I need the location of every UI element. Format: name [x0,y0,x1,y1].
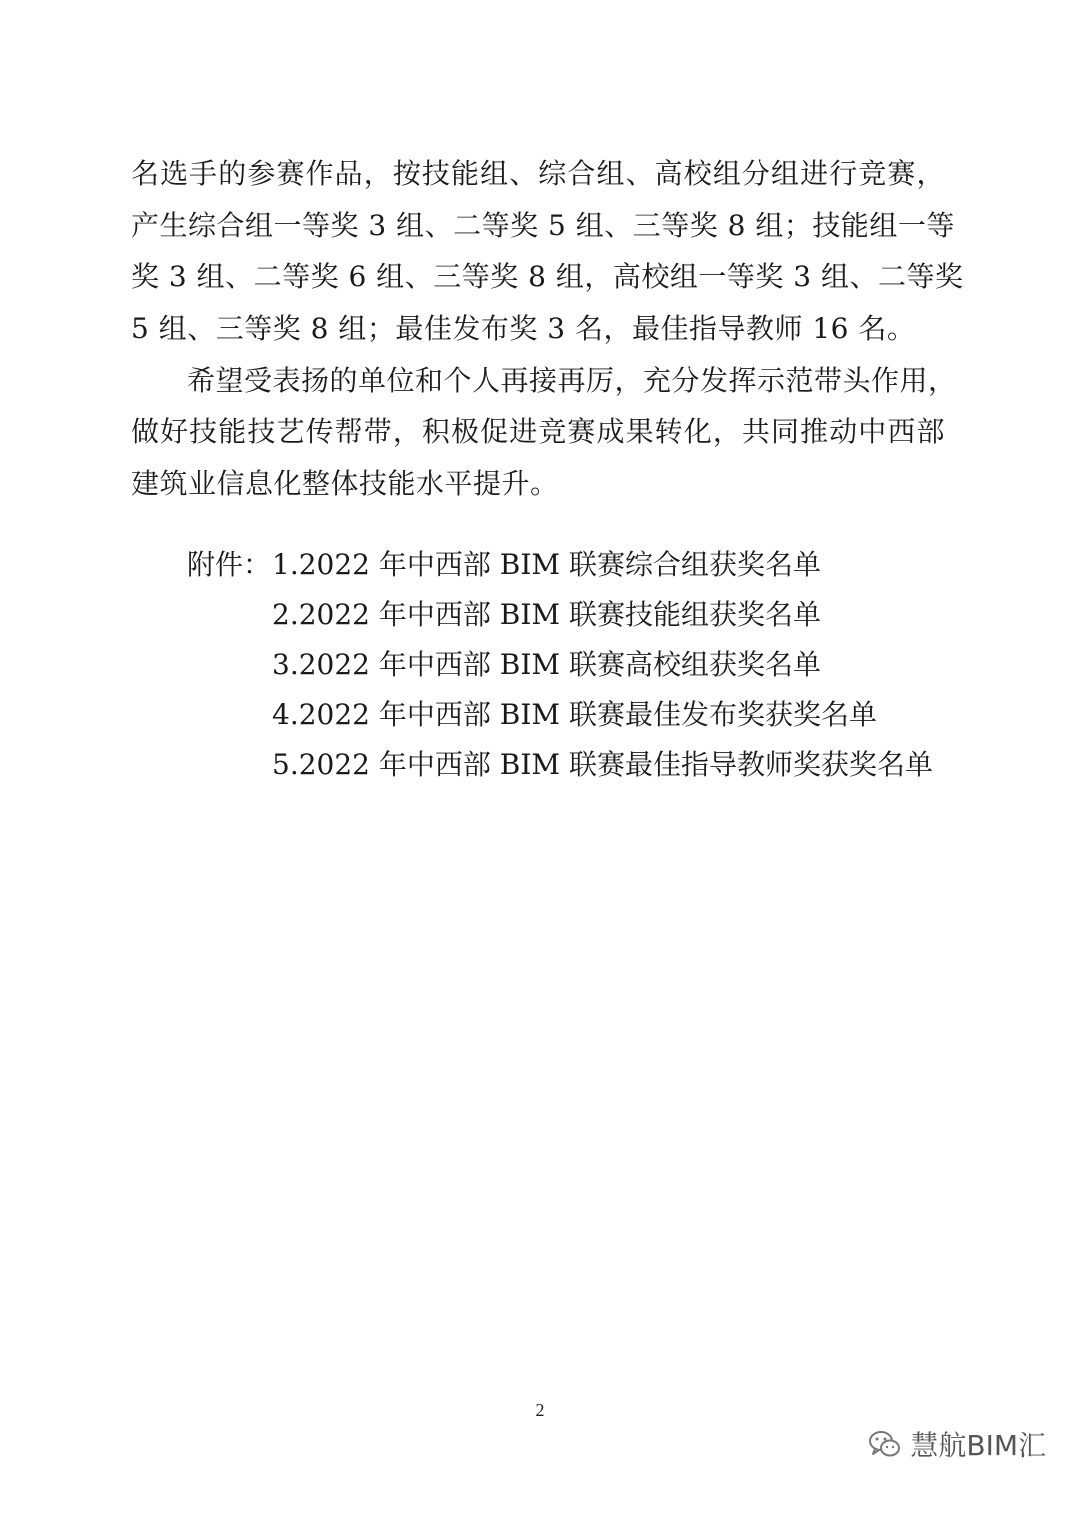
paragraph-2-line: 做好技能技艺传帮带，积极促进竞赛成果转化，共同推动中西部 [131,415,945,449]
paragraph-2-line: 建筑业信息化整体技能水平提升。 [131,467,559,501]
page-number: 2 [535,1400,545,1420]
attachment-item-text: 4.2022 年中西部 BIM 联赛最佳发布奖获奖名单 [272,698,877,731]
paragraph-1-line: 产生综合组一等奖 3 组、二等奖 5 组、三等奖 8 组；技能组一等 [131,208,955,242]
wechat-icon [868,1429,902,1459]
body-text [131,148,964,510]
attachment-item [187,590,947,640]
watermark-text: 慧航BIM汇 [910,1429,1046,1462]
attachment-list [187,540,947,790]
attachment-item [187,740,947,790]
attachment-item [187,540,947,590]
paragraph-1-line: 奖 3 组、二等奖 6 组、三等奖 8 组，高校组一等奖 3 组、二等奖 [131,260,964,294]
attachment-item-text: 2.2022 年中西部 BIM 联赛技能组获奖名单 [272,598,821,631]
paragraph-1-line: 名选手的参赛作品，按技能组、综合组、高校组分组进行竞赛， [131,157,945,190]
attachment-label: 附件： [187,548,272,581]
attachment-item [187,690,947,740]
attachment-item-text: 1.2022 年中西部 BIM 联赛综合组获奖名单 [272,548,821,581]
attachment-item-text: 3.2022 年中西部 BIM 联赛高校组获奖名单 [272,648,821,681]
watermark [868,1424,1046,1464]
paragraph-1-line: 5 组、三等奖 8 组；最佳发布奖 3 名，最佳指导教师 16 名。 [131,312,916,346]
attachment-item-text: 5.2022 年中西部 BIM 联赛最佳指导教师奖获奖名单 [272,748,933,781]
paragraph-2-line: 希望受表扬的单位和个人再接再厉，充分发挥示范带头作用， [187,363,957,397]
attachment-item [187,640,947,690]
